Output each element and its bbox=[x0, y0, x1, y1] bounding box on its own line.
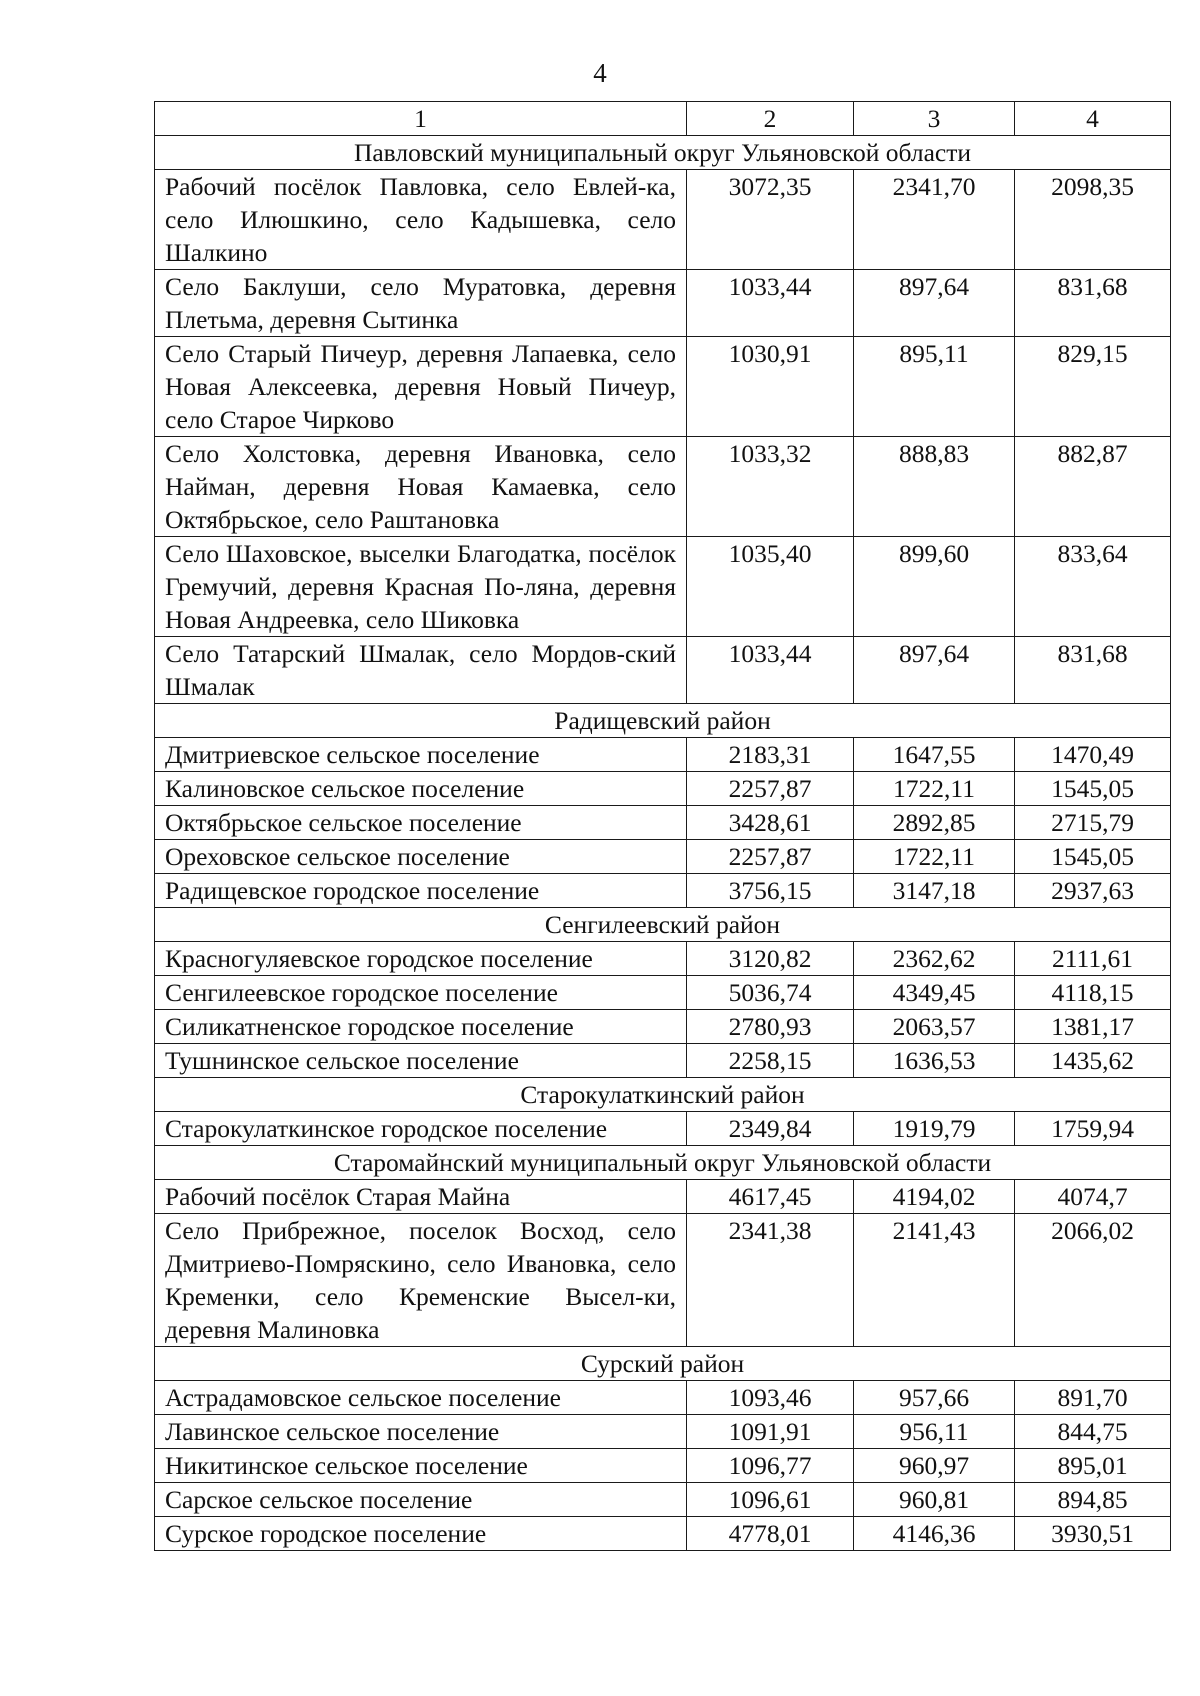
section-header-row bbox=[155, 1347, 1171, 1381]
value-cell-col-3: 4146,36 bbox=[854, 1517, 1015, 1551]
value-cell-col-2: 1035,40 bbox=[687, 537, 854, 637]
value-cell-col-2: 1096,61 bbox=[687, 1483, 854, 1517]
value-cell-col-3: 2063,57 bbox=[854, 1010, 1015, 1044]
table-row bbox=[155, 270, 1171, 337]
table-row bbox=[155, 337, 1171, 437]
section-header-row bbox=[155, 908, 1171, 942]
table-header-row bbox=[155, 102, 1171, 136]
value-cell-col-2: 2349,84 bbox=[687, 1112, 854, 1146]
value-cell-col-2: 2183,31 bbox=[687, 738, 854, 772]
settlement-name-cell: Сарское сельское поселение bbox=[155, 1483, 687, 1517]
table-row bbox=[155, 1449, 1171, 1483]
table-row bbox=[155, 840, 1171, 874]
section-title: Старомайнский муниципальный округ Ульяновской области bbox=[155, 1146, 1171, 1180]
settlement-name-cell: Село Прибрежное, поселок Восход, село Дмитриево-Помряскино, село Ивановка, село Кременки, село Кременские Высел-ки, деревня Малиновка bbox=[155, 1214, 687, 1347]
value-cell-col-3: 1722,11 bbox=[854, 772, 1015, 806]
value-cell-col-2: 1093,46 bbox=[687, 1381, 854, 1415]
value-cell-col-4: 1545,05 bbox=[1015, 840, 1171, 874]
table-row bbox=[155, 1483, 1171, 1517]
value-cell-col-3: 897,64 bbox=[854, 637, 1015, 704]
settlement-name-cell: Никитинское сельское поселение bbox=[155, 1449, 687, 1483]
value-cell-col-3: 957,66 bbox=[854, 1381, 1015, 1415]
settlement-name-cell: Сенгилеевское городское поселение bbox=[155, 976, 687, 1010]
value-cell-col-2: 3428,61 bbox=[687, 806, 854, 840]
table-row bbox=[155, 170, 1171, 270]
value-cell-col-4: 831,68 bbox=[1015, 270, 1171, 337]
settlement-name-cell: Тушнинское сельское поселение bbox=[155, 1044, 687, 1078]
table-row bbox=[155, 1415, 1171, 1449]
settlement-name-cell: Село Старый Пичеур, деревня Лапаевка, село Новая Алексеевка, деревня Новый Пичеур, село Старое Чирково bbox=[155, 337, 687, 437]
table-row bbox=[155, 1180, 1171, 1214]
tariff-table bbox=[154, 101, 1171, 1551]
table-row bbox=[155, 437, 1171, 537]
value-cell-col-4: 4118,15 bbox=[1015, 976, 1171, 1010]
value-cell-col-3: 899,60 bbox=[854, 537, 1015, 637]
value-cell-col-4: 3930,51 bbox=[1015, 1517, 1171, 1551]
value-cell-col-3: 956,11 bbox=[854, 1415, 1015, 1449]
value-cell-col-3: 4194,02 bbox=[854, 1180, 1015, 1214]
value-cell-col-2: 4778,01 bbox=[687, 1517, 854, 1551]
table-row bbox=[155, 637, 1171, 704]
value-cell-col-4: 882,87 bbox=[1015, 437, 1171, 537]
settlement-name-cell: Село Баклуши, село Муратовка, деревня Плетьма, деревня Сытинка bbox=[155, 270, 687, 337]
section-title: Сенгилеевский район bbox=[155, 908, 1171, 942]
table-row bbox=[155, 942, 1171, 976]
value-cell-col-3: 1919,79 bbox=[854, 1112, 1015, 1146]
settlement-name-cell: Село Татарский Шмалак, село Мордов-ский Шмалак bbox=[155, 637, 687, 704]
table-row bbox=[155, 1112, 1171, 1146]
value-cell-col-3: 2141,43 bbox=[854, 1214, 1015, 1347]
value-cell-col-4: 891,70 bbox=[1015, 1381, 1171, 1415]
settlement-name-cell: Рабочий посёлок Старая Майна bbox=[155, 1180, 687, 1214]
section-header-row bbox=[155, 1146, 1171, 1180]
settlement-name-cell: Радищевское городское поселение bbox=[155, 874, 687, 908]
value-cell-col-2: 1091,91 bbox=[687, 1415, 854, 1449]
settlement-name-cell: Калиновское сельское поселение bbox=[155, 772, 687, 806]
settlement-name-cell: Село Шаховское, выселки Благодатка, посёлок Гремучий, деревня Красная По-ляна, деревня Новая Андреевка, село Шиковка bbox=[155, 537, 687, 637]
table-row bbox=[155, 1381, 1171, 1415]
value-cell-col-2: 2257,87 bbox=[687, 840, 854, 874]
value-cell-col-3: 888,83 bbox=[854, 437, 1015, 537]
value-cell-col-4: 895,01 bbox=[1015, 1449, 1171, 1483]
value-cell-col-2: 2341,38 bbox=[687, 1214, 854, 1347]
value-cell-col-4: 831,68 bbox=[1015, 637, 1171, 704]
section-title: Радищевский район bbox=[155, 704, 1171, 738]
value-cell-col-3: 897,64 bbox=[854, 270, 1015, 337]
value-cell-col-2: 2258,15 bbox=[687, 1044, 854, 1078]
value-cell-col-2: 2257,87 bbox=[687, 772, 854, 806]
value-cell-col-4: 1381,17 bbox=[1015, 1010, 1171, 1044]
value-cell-col-2: 3120,82 bbox=[687, 942, 854, 976]
value-cell-col-2: 1033,44 bbox=[687, 637, 854, 704]
value-cell-col-3: 1636,53 bbox=[854, 1044, 1015, 1078]
value-cell-col-4: 4074,7 bbox=[1015, 1180, 1171, 1214]
value-cell-col-4: 894,85 bbox=[1015, 1483, 1171, 1517]
settlement-name-cell: Октябрьское сельское поселение bbox=[155, 806, 687, 840]
header-cell-3: 3 bbox=[854, 102, 1015, 136]
value-cell-col-2: 2780,93 bbox=[687, 1010, 854, 1044]
value-cell-col-4: 2098,35 bbox=[1015, 170, 1171, 270]
value-cell-col-3: 2892,85 bbox=[854, 806, 1015, 840]
value-cell-col-3: 1647,55 bbox=[854, 738, 1015, 772]
value-cell-col-4: 1545,05 bbox=[1015, 772, 1171, 806]
value-cell-col-4: 2715,79 bbox=[1015, 806, 1171, 840]
value-cell-col-3: 2341,70 bbox=[854, 170, 1015, 270]
section-header-row bbox=[155, 1078, 1171, 1112]
settlement-name-cell: Село Холстовка, деревня Ивановка, село Найман, деревня Новая Камаевка, село Октябрьское, село Раштановка bbox=[155, 437, 687, 537]
value-cell-col-3: 1722,11 bbox=[854, 840, 1015, 874]
table-row bbox=[155, 976, 1171, 1010]
value-cell-col-2: 4617,45 bbox=[687, 1180, 854, 1214]
settlement-name-cell: Силикатненское городское поселение bbox=[155, 1010, 687, 1044]
value-cell-col-2: 1033,32 bbox=[687, 437, 854, 537]
section-title: Старокулаткинский район bbox=[155, 1078, 1171, 1112]
settlement-name-cell: Рабочий посёлок Павловка, село Евлей-ка, село Илюшкино, село Кадышевка, село Шалкино bbox=[155, 170, 687, 270]
value-cell-col-2: 1096,77 bbox=[687, 1449, 854, 1483]
value-cell-col-3: 4349,45 bbox=[854, 976, 1015, 1010]
page-number: 4 bbox=[593, 58, 607, 88]
settlement-name-cell: Сурское городское поселение bbox=[155, 1517, 687, 1551]
value-cell-col-3: 2362,62 bbox=[854, 942, 1015, 976]
value-cell-col-4: 1470,49 bbox=[1015, 738, 1171, 772]
settlement-name-cell: Дмитриевское сельское поселение bbox=[155, 738, 687, 772]
table-row bbox=[155, 806, 1171, 840]
header-cell-4: 4 bbox=[1015, 102, 1171, 136]
settlement-name-cell: Лавинское сельское поселение bbox=[155, 1415, 687, 1449]
value-cell-col-4: 1759,94 bbox=[1015, 1112, 1171, 1146]
settlement-name-cell: Старокулаткинское городское поселение bbox=[155, 1112, 687, 1146]
table-row bbox=[155, 1517, 1171, 1551]
table-row bbox=[155, 772, 1171, 806]
settlement-name-cell: Красногуляевское городское поселение bbox=[155, 942, 687, 976]
section-title: Павловский муниципальный округ Ульяновской области bbox=[155, 136, 1171, 170]
value-cell-col-4: 1435,62 bbox=[1015, 1044, 1171, 1078]
value-cell-col-3: 3147,18 bbox=[854, 874, 1015, 908]
value-cell-col-3: 960,81 bbox=[854, 1483, 1015, 1517]
value-cell-col-4: 2066,02 bbox=[1015, 1214, 1171, 1347]
value-cell-col-2: 1030,91 bbox=[687, 337, 854, 437]
table-row bbox=[155, 537, 1171, 637]
value-cell-col-3: 960,97 bbox=[854, 1449, 1015, 1483]
settlement-name-cell: Ореховское сельское поселение bbox=[155, 840, 687, 874]
section-header-row bbox=[155, 704, 1171, 738]
section-title: Сурский район bbox=[155, 1347, 1171, 1381]
value-cell-col-4: 2937,63 bbox=[1015, 874, 1171, 908]
settlement-name-cell: Астрадамовское сельское поселение bbox=[155, 1381, 687, 1415]
value-cell-col-2: 3072,35 bbox=[687, 170, 854, 270]
header-cell-2: 2 bbox=[687, 102, 854, 136]
table-row bbox=[155, 1010, 1171, 1044]
value-cell-col-2: 3756,15 bbox=[687, 874, 854, 908]
value-cell-col-4: 844,75 bbox=[1015, 1415, 1171, 1449]
value-cell-col-4: 829,15 bbox=[1015, 337, 1171, 437]
table-row bbox=[155, 738, 1171, 772]
value-cell-col-2: 1033,44 bbox=[687, 270, 854, 337]
table-row bbox=[155, 1044, 1171, 1078]
table-row bbox=[155, 874, 1171, 908]
value-cell-col-4: 2111,61 bbox=[1015, 942, 1171, 976]
section-header-row bbox=[155, 136, 1171, 170]
table-row bbox=[155, 1214, 1171, 1347]
value-cell-col-2: 5036,74 bbox=[687, 976, 854, 1010]
value-cell-col-3: 895,11 bbox=[854, 337, 1015, 437]
header-cell-1: 1 bbox=[155, 102, 687, 136]
value-cell-col-4: 833,64 bbox=[1015, 537, 1171, 637]
